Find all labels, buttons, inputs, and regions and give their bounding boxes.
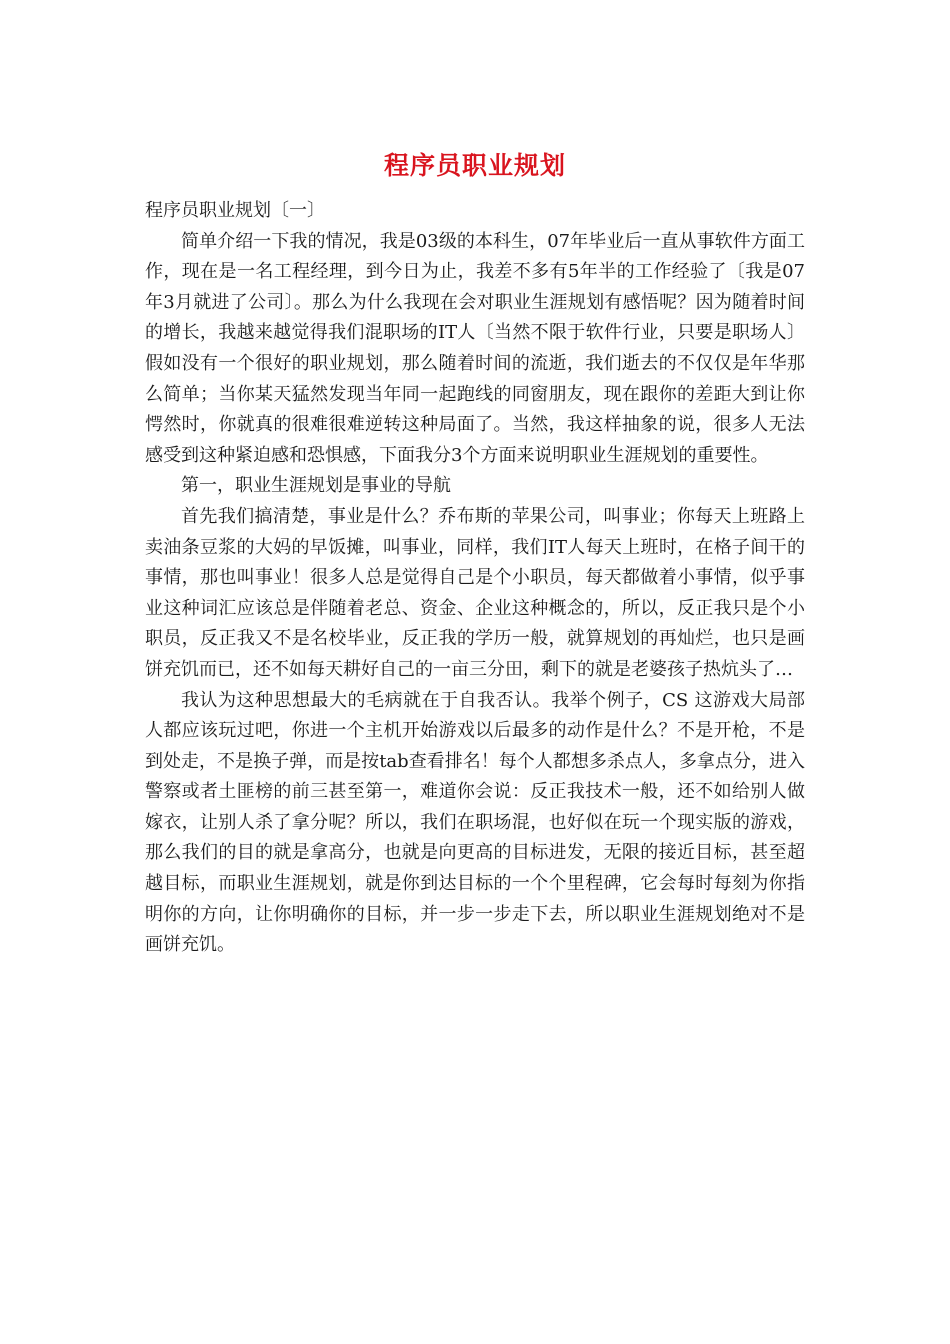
document-body <box>145 196 805 961</box>
paragraph-intro: 简单介绍一下我的情况，我是03级的本科生，07年毕业后一直从事软件方面工作，现在是一名工程经理，到今日为止，我差不多有5年半的工作经验了〔我是07年3月就进了公司〕。那么为什么我现在会对职业生涯规划有感悟呢？因为随着时间的增长，我越来越觉得我们混职场的IT人〔当然不限于软件行业，只要是职场人〕假如没有一个很好的职业规划，那么随着时间的流逝，我们逝去的不仅仅是年华那么简单；当你某天猛然发现当年同一起跑线的同窗朋友，现在跟你的差距大到让你愕然时，你就真的很难很难逆转这种局面了。当然，我这样抽象的说，很多人无法感受到这种紧迫感和恐惧感，下面我分3个方面来说明职业生涯规划的重要性。 <box>145 230 805 466</box>
paragraph-cs-example: 我认为这种思想最大的毛病就在于自我否认。我举个例子，CS 这游戏大局部人都应该玩过吧，你进一个主机开始游戏以后最多的动作是什么？不是开枪，不是到处走，不是换子弹，而是按tab查看排名！每个人都想多杀点人，多拿点分，进入警察或者土匪榜的前三甚至第一，难道你会说：反正我技术一般，还不如给别人做嫁衣，让别人杀了拿分呢？所以，我们在职场混，也好似在玩一个现实版的游戏，那么我们的目的就是拿高分，也就是向更高的目标进发，无限的接近目标，甚至超越目标，而职业生涯规划，就是你到达目标的一个个里程碑，它会每时每刻为你指明你的方向，让你明确你的目标，并一步一步走下去，所以职业生涯规划绝对不是画饼充饥。 <box>145 689 805 956</box>
document-title: 程序员职业规划 <box>383 151 566 180</box>
paragraph-point-one-heading: 第一，职业生涯规划是事业的导航 <box>181 475 451 497</box>
section-heading: 程序员职业规划〔一〕 <box>145 200 325 221</box>
paragraph-career-definition: 首先我们搞清楚，事业是什么？乔布斯的苹果公司，叫事业；你每天上班路上卖油条豆浆的大妈的早饭摊，叫事业，同样，我们IT人每天上班时，在格子间干的事情，那也叫事业！很多人总是觉得自己是个小职员，每天都做着小事情，似乎事业这种词汇应该总是伴随着老总、资金、企业这种概念的，所以，反正我只是个小职员，反正我又不是名校毕业，反正我的学历一般，就算规划的再灿烂，也只是画饼充饥而已，还不如每天耕好自己的一亩三分田，剩下的就是老婆孩子热炕头了… <box>145 505 805 680</box>
